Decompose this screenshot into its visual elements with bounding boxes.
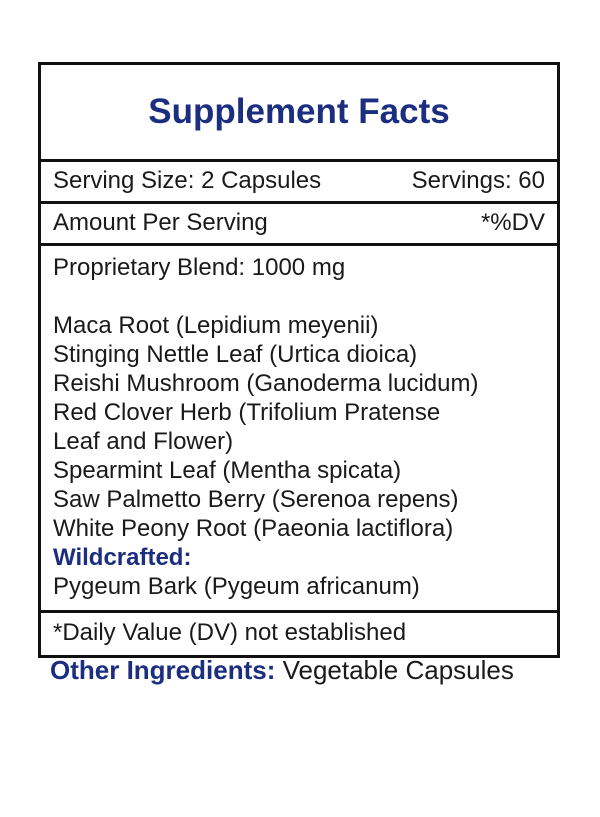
- wildcrafted-heading: Wildcrafted:: [53, 544, 192, 571]
- other-ingredients-line: [50, 655, 514, 685]
- servings-count-text: Servings: 60: [411, 167, 545, 194]
- serving-size-text: Serving Size: 2 Capsules: [53, 167, 322, 194]
- amount-per-serving-label: Amount Per Serving: [53, 209, 268, 236]
- blend-ingredient-line: Stinging Nettle Leaf (Urtica dioica): [53, 341, 418, 368]
- proprietary-blend-heading: Proprietary Blend: 1000 mg: [53, 254, 346, 281]
- blend-ingredient-line: Maca Root (Lepidium meyenii): [53, 312, 379, 339]
- daily-value-header: *%DV: [480, 209, 545, 236]
- blend-ingredient-line: White Peony Root (Paeonia lactiflora): [53, 515, 454, 542]
- facts-title-section: [41, 65, 557, 162]
- blend-ingredient-line: Reishi Mushroom (Ganoderma lucidum): [53, 370, 479, 397]
- other-ingredients-label: Other Ingredients:: [50, 655, 276, 685]
- serving-row: [41, 162, 557, 204]
- blend-ingredient-line: Leaf and Flower): [53, 428, 234, 455]
- daily-value-footnote: *Daily Value (DV) not established: [53, 619, 407, 646]
- blend-ingredient-line: Red Clover Herb (Trifolium Pratense: [53, 399, 441, 426]
- supplement-facts-panel: [38, 62, 560, 658]
- amount-per-serving-row: [41, 204, 557, 246]
- facts-title: Supplement Facts: [148, 92, 450, 131]
- blend-ingredient-line: Saw Palmetto Berry (Serenoa repens): [53, 486, 459, 513]
- daily-value-footnote-row: [41, 613, 557, 655]
- blend-ingredient-line: Spearmint Leaf (Mentha spicata): [53, 457, 402, 484]
- other-ingredients-value: Vegetable Capsules: [275, 655, 514, 685]
- proprietary-blend-section: [41, 246, 557, 613]
- wildcrafted-ingredient-line: Pygeum Bark (Pygeum africanum): [53, 573, 420, 600]
